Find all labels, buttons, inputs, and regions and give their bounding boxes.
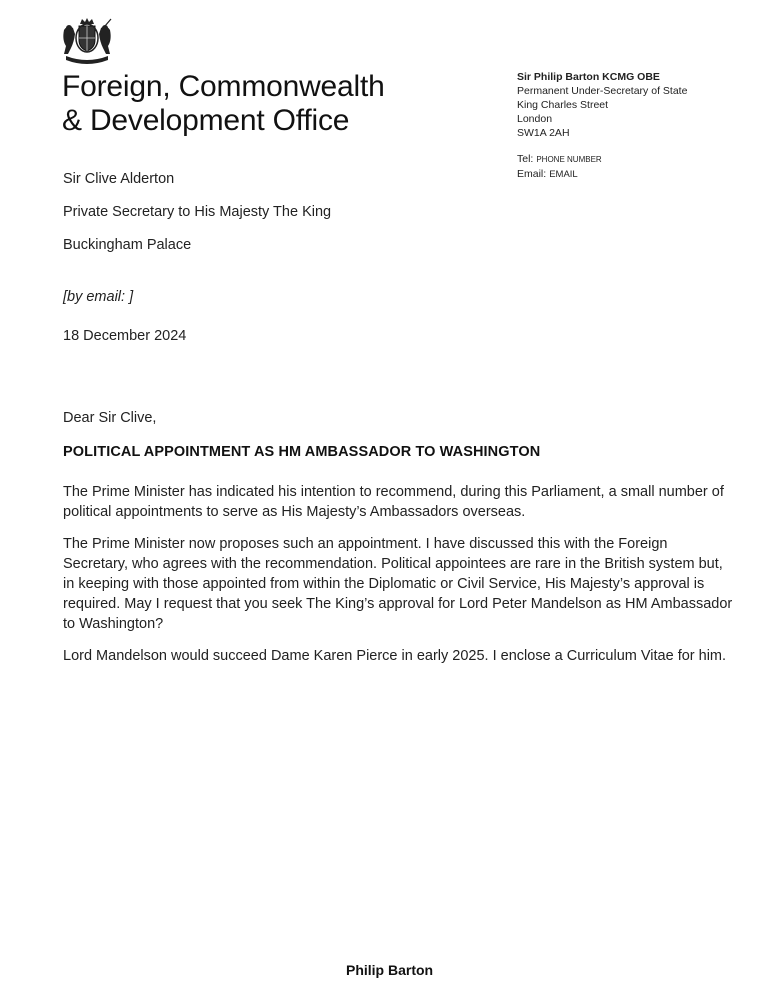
tel-value: PHONE NUMBER — [536, 155, 602, 164]
sender-email — [517, 167, 687, 182]
sender-tel — [517, 152, 687, 167]
body-paragraph-1: The Prime Minister has indicated his intention to recommend, during this Parliament, a small number of political appointments to serve as His Majesty’s Ambassadors overseas. — [63, 484, 724, 520]
royal-coat-of-arms-icon — [58, 16, 116, 68]
department-name-line1: Foreign, Commonwealth — [62, 70, 385, 103]
subject-heading: POLITICAL APPOINTMENT AS HM AMBASSADOR TO WASHINGTON — [63, 444, 541, 460]
email-value: EMAIL — [549, 169, 578, 180]
sender-title: Permanent Under-Secretary of State — [517, 85, 688, 97]
letter-body — [63, 482, 735, 678]
email-label: Email: — [517, 168, 547, 180]
delivery-note: [by email: ] — [63, 289, 134, 305]
recipient-address: Buckingham Palace — [63, 237, 192, 253]
body-paragraph-3: Lord Mandelson would succeed Dame Karen Pierce in early 2025. I enclose a Curriculum Vitae for him. — [63, 648, 727, 664]
sender-postcode: SW1A 2AH — [517, 127, 570, 139]
sender-street: King Charles Street — [517, 99, 609, 111]
department-name — [62, 70, 385, 138]
recipient-block — [63, 170, 331, 269]
recipient-title: Private Secretary to His Majesty The King — [63, 204, 332, 220]
signature-name: Philip Barton — [346, 962, 434, 978]
department-name-line2: & Development Office — [62, 104, 350, 137]
tel-label: Tel: — [517, 153, 534, 165]
recipient-name: Sir Clive Alderton — [63, 171, 175, 187]
salutation: Dear Sir Clive, — [63, 410, 157, 426]
body-paragraph-2: The Prime Minister now proposes such an appointment. I have discussed this with the Foreign Secretary, who agrees with the recommendation. Political appointees are rare in the British system but, in keeping with those appointed from within the Diplomatic or Civil Service, His Majesty’s approval is required. May I request that you seek The King’s approval for Lord Peter Mandelson as HM Ambassador to Washington? — [63, 536, 733, 632]
letter-date: 18 December 2024 — [63, 328, 187, 344]
sender-city: London — [517, 113, 553, 125]
sender-block — [517, 70, 687, 182]
sender-name: Sir Philip Barton KCMG OBE — [517, 71, 660, 83]
